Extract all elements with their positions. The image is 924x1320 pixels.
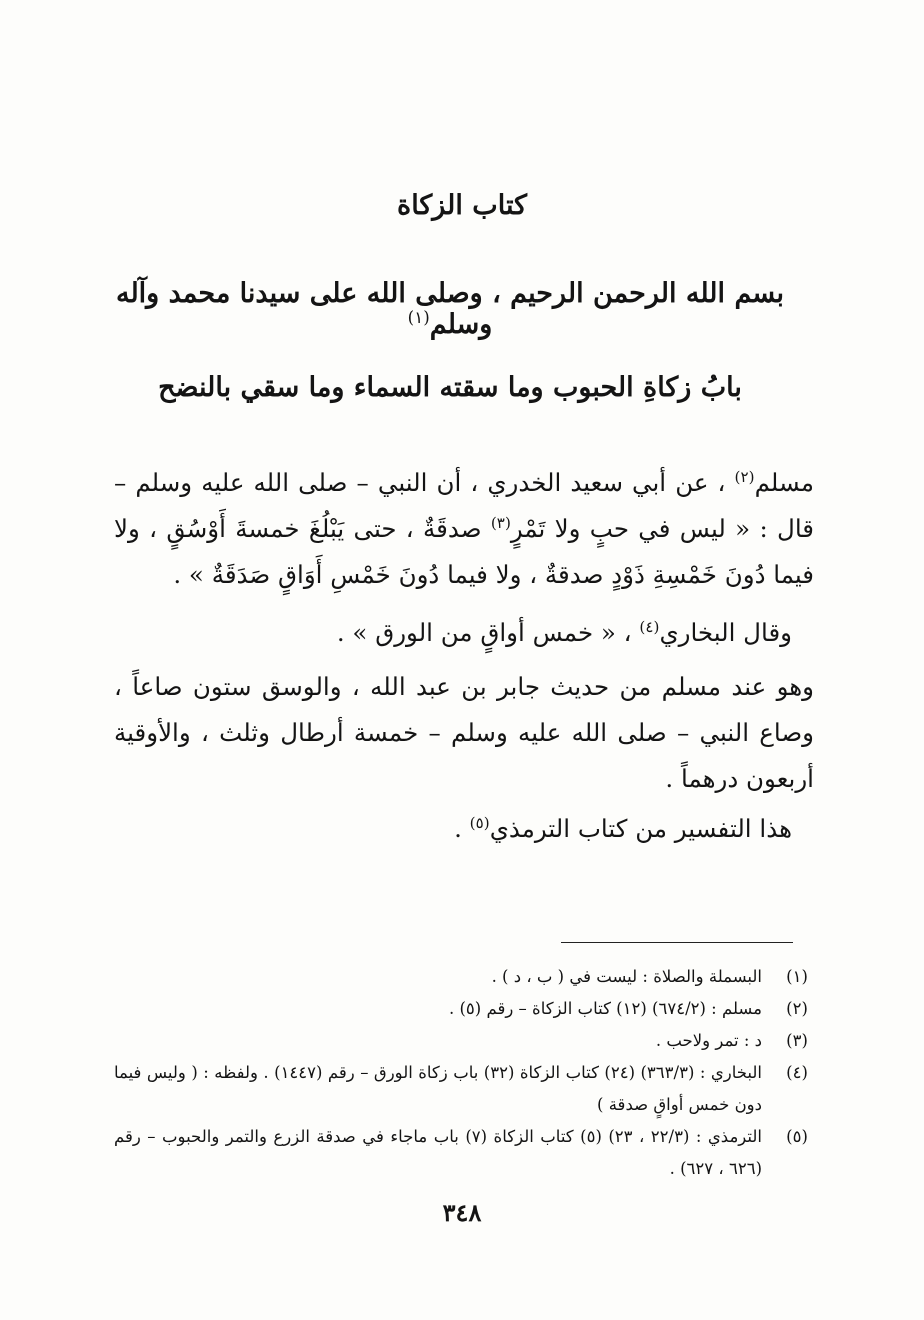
footnote-text: د : تمر ولاحب . bbox=[655, 1031, 762, 1050]
footnote-2 bbox=[114, 993, 814, 1025]
footnote-number: (٤) bbox=[786, 1063, 808, 1082]
body-text: ، « خمس أواقٍ من الورق » . bbox=[336, 618, 640, 647]
footnote-number: (٣) bbox=[786, 1031, 808, 1050]
chapter-heading: بابُ زكاةِ الحبوب وما سقته السماء وما سقي بالنضح bbox=[158, 372, 742, 403]
footnote-divider bbox=[561, 942, 793, 943]
body-text: ، عن أبي سعيد الخدري ، أن النبي – صلى الله عليه وسلم – قال : « ليس في حبٍ ولا تَمْرٍ bbox=[114, 468, 814, 543]
footnote-number: (٥) bbox=[786, 1127, 808, 1146]
footnote-text: الترمذي : (٢٢/٣ ، ٢٣) (٥) كتاب الزكاة (٧) باب ماجاء في صدقة الزرع والتمر والحبوب – رقم (٦٢٦ ، ٦٢٧) . bbox=[114, 1127, 762, 1178]
basmala-heading bbox=[90, 278, 810, 340]
body-text: وقال البخاري bbox=[659, 618, 792, 647]
footnote-number: (١) bbox=[786, 967, 808, 986]
body-paragraph-2 bbox=[114, 610, 814, 656]
footnote-ref-3[interactable]: (٣) bbox=[490, 513, 511, 532]
footnote-ref-4[interactable]: (٤) bbox=[639, 617, 660, 636]
body-text: صدقَةٌ ، حتى يَبْلُغَ خمسةَ أَوْسُقٍ ، ولا فيما دُونَ خَمْسِةِ ذَوْدٍ صدقةٌ ، ولا فيما دُونَ خَمْسِ أَوَاقٍ صَدَقَةٌ » . bbox=[114, 514, 814, 589]
body-paragraph-4 bbox=[114, 806, 814, 852]
footnote-ref-2[interactable]: (٢) bbox=[734, 467, 755, 486]
footnote-text: مسلم : (٦٧٤/٢) (١٢) كتاب الزكاة – رقم (٥) . bbox=[448, 999, 762, 1018]
footnote-text: البسملة والصلاة : ليست في ( ب ، د ) . bbox=[491, 967, 762, 986]
body-paragraph-1 bbox=[114, 460, 814, 598]
page-number: ٣٤٨ bbox=[442, 1198, 482, 1227]
footnote-1 bbox=[114, 961, 814, 993]
footnote-3 bbox=[114, 1025, 814, 1057]
footnote-5 bbox=[114, 1121, 814, 1185]
footnote-text: البخاري : (٣٦٣/٣) (٢٤) كتاب الزكاة (٣٢) باب زكاة الورق – رقم (١٤٤٧) . ولفظه : ( وليس فيما دون خمس أواقٍ صدقة ) bbox=[114, 1063, 762, 1114]
book-title: كتاب الزكاة bbox=[397, 190, 527, 221]
footnote-ref-5[interactable]: (٥) bbox=[469, 813, 490, 832]
body-text: وهو عند مسلم من حديث جابر بن عبد الله ، والوسق ستون صاعاً ، وصاع النبي – صلى الله عليه وسلم – خمسة أرطال وثلث ، والأوقية أربعون درهماً . bbox=[114, 672, 814, 793]
footnote-ref-1[interactable]: (١) bbox=[407, 306, 430, 327]
footnote-number: (٢) bbox=[786, 999, 808, 1018]
footnote-4 bbox=[114, 1057, 814, 1121]
body-text: مسلم bbox=[754, 468, 814, 497]
body-text: . bbox=[454, 814, 470, 843]
body-text: هذا التفسير من كتاب الترمذي bbox=[489, 814, 792, 843]
body-paragraph-3 bbox=[114, 664, 814, 802]
basmala-text: بسم الله الرحمن الرحيم ، وصلى الله على سيدنا محمد وآله وسلم bbox=[115, 278, 785, 340]
